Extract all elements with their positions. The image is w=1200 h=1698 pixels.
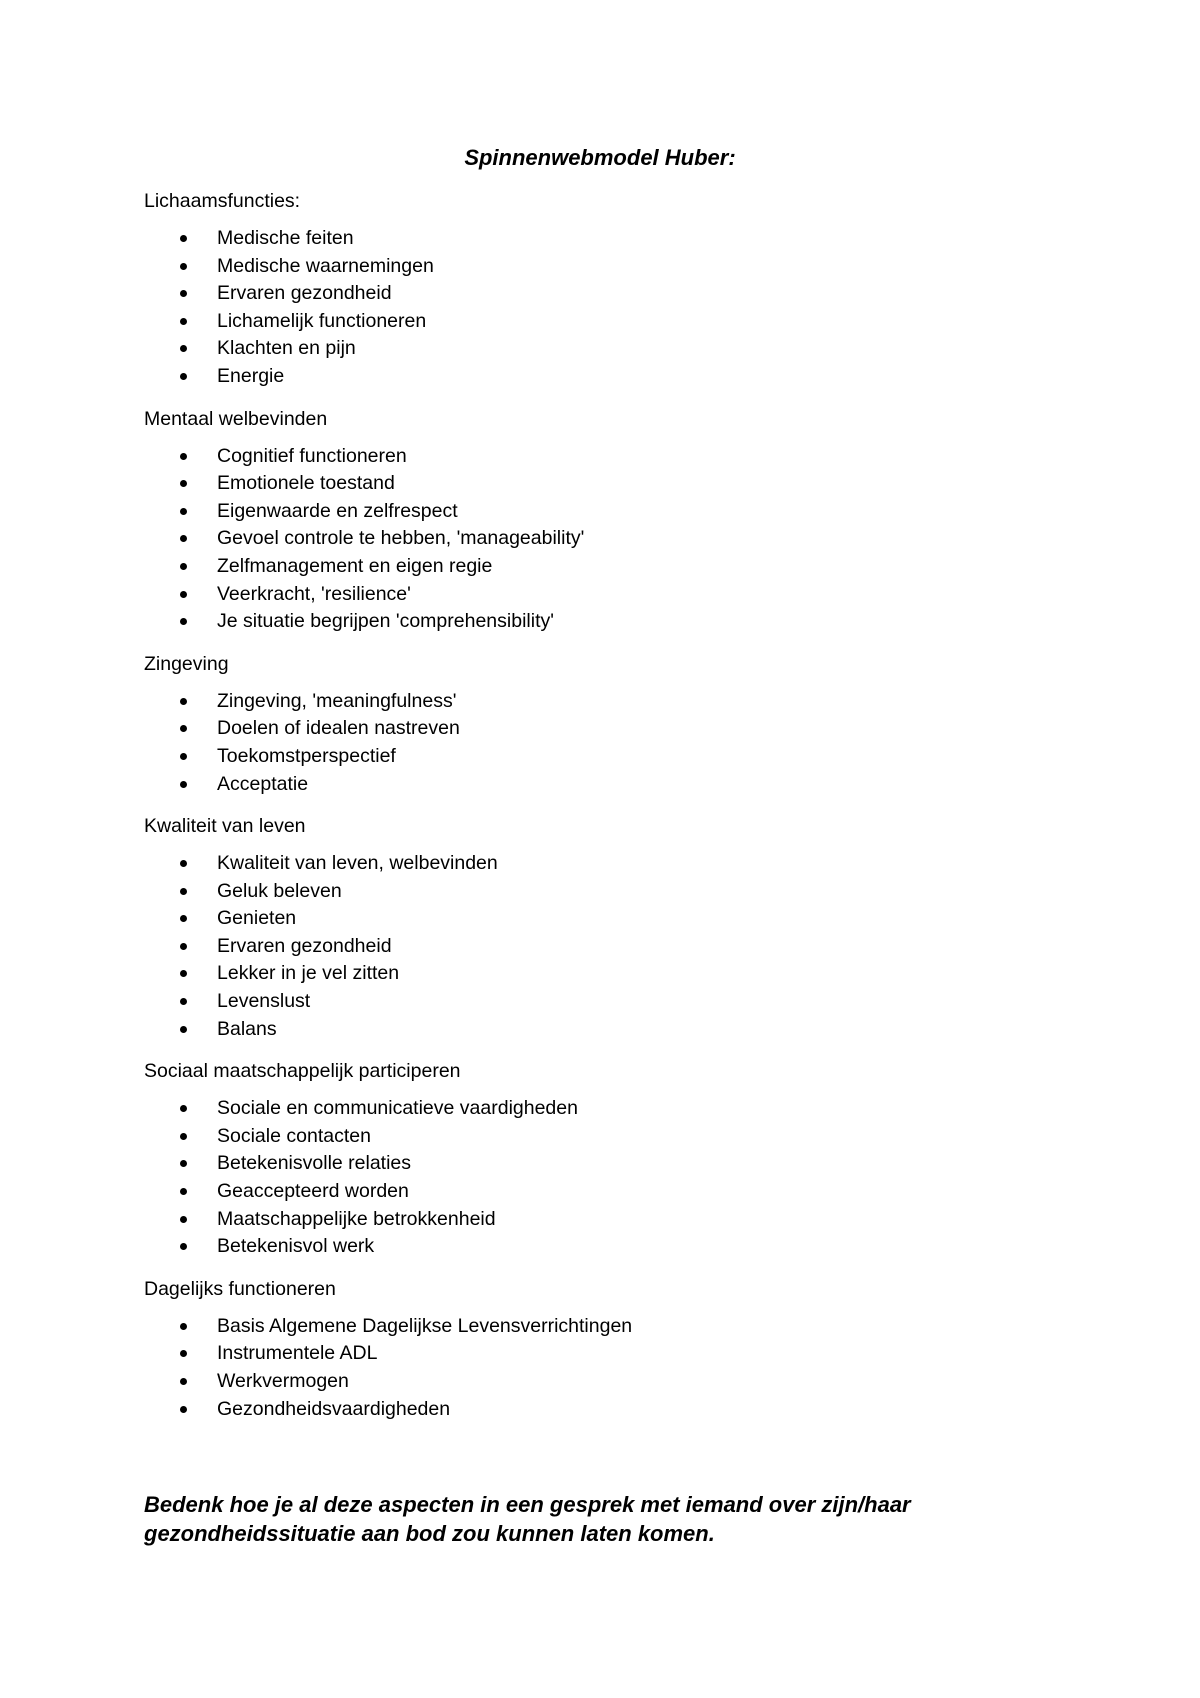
bullet-list xyxy=(144,225,1064,391)
bullet-icon xyxy=(180,1105,187,1112)
document-title: Spinnenwebmodel Huber: xyxy=(464,145,736,170)
bullet-icon xyxy=(180,860,187,867)
list-item xyxy=(144,850,1064,878)
list-item-text: Ervaren gezondheid xyxy=(217,934,392,957)
list-item-text: Ervaren gezondheid xyxy=(217,282,392,305)
bullet-icon xyxy=(180,943,187,950)
list-item-text: Medische feiten xyxy=(217,227,354,249)
list-item xyxy=(144,743,1064,771)
bullet-icon xyxy=(180,290,187,297)
section xyxy=(144,407,1064,636)
list-item-text: Klachten en pijn xyxy=(217,337,356,360)
bullet-icon xyxy=(180,1243,187,1250)
bullet-icon xyxy=(180,508,187,515)
section xyxy=(144,1059,1064,1261)
bullet-list xyxy=(144,443,1064,636)
list-item xyxy=(144,905,1064,933)
bullet-icon xyxy=(180,970,187,977)
bullet-icon xyxy=(180,318,187,325)
bullet-icon xyxy=(180,998,187,1005)
bullet-icon xyxy=(180,915,187,922)
bullet-list xyxy=(144,688,1064,798)
list-item xyxy=(144,335,1064,363)
bullet-list xyxy=(144,1313,1064,1423)
list-item xyxy=(144,470,1064,498)
bullet-icon xyxy=(180,618,187,625)
list-item xyxy=(144,363,1064,391)
list-item-text: Emotionele toestand xyxy=(217,472,395,495)
list-item xyxy=(144,960,1064,988)
list-item-text: Balans xyxy=(217,1017,277,1040)
bullet-icon xyxy=(180,753,187,760)
list-item-text: Gezondheidsvaardigheden xyxy=(217,1397,451,1420)
list-item-text: Geluk beleven xyxy=(217,879,342,902)
list-item xyxy=(144,608,1064,636)
list-item-text: Maatschappelijke betrokkenheid xyxy=(217,1207,496,1230)
list-item-text: Cognitief functioneren xyxy=(217,444,407,467)
list-item-text: Lichamelijk functioneren xyxy=(217,309,427,332)
bullet-icon xyxy=(180,373,187,380)
list-item-text: Zelfmanagement en eigen regie xyxy=(217,554,493,577)
list-item-text: Energie xyxy=(217,364,285,387)
list-item-text: Eigenwaarde en zelfrespect xyxy=(217,499,458,522)
bullet-icon xyxy=(180,1406,187,1413)
list-item-text: Werkvermogen xyxy=(217,1370,349,1392)
list-item xyxy=(144,225,1064,253)
section xyxy=(144,814,1064,1043)
bullet-icon xyxy=(180,1160,187,1167)
list-item-text: Geaccepteerd worden xyxy=(217,1180,409,1203)
list-item xyxy=(144,280,1064,308)
list-item xyxy=(144,1233,1064,1261)
list-item-text: Doelen of idealen nastreven xyxy=(217,717,460,740)
list-item-text: Sociale en communicatieve vaardigheden xyxy=(217,1097,578,1120)
list-item-text: Lekker in je vel zitten xyxy=(217,962,400,985)
list-item-text: Toekomstperspectief xyxy=(217,744,396,767)
bullet-icon xyxy=(180,591,187,598)
list-item-text: Veerkracht, 'resilience' xyxy=(217,582,411,605)
section xyxy=(144,1277,1064,1423)
bullet-icon xyxy=(180,1378,187,1385)
list-item xyxy=(144,581,1064,609)
section-heading: Lichaamsfuncties: xyxy=(144,190,301,212)
list-item xyxy=(144,308,1064,336)
bullet-icon xyxy=(180,453,187,460)
list-item-text: Acceptatie xyxy=(217,772,309,795)
list-item xyxy=(144,553,1064,581)
section-heading: Dagelijks functioneren xyxy=(144,1277,336,1300)
section-heading: Zingeving xyxy=(144,652,229,675)
bullet-icon xyxy=(180,888,187,895)
bullet-icon xyxy=(180,563,187,570)
bullet-icon xyxy=(180,263,187,270)
list-item xyxy=(144,771,1064,799)
bullet-icon xyxy=(180,781,187,788)
list-item xyxy=(144,1016,1064,1044)
bullet-icon xyxy=(180,1026,187,1033)
list-item xyxy=(144,525,1064,553)
list-item xyxy=(144,1313,1064,1341)
list-item xyxy=(144,498,1064,526)
bullet-icon xyxy=(180,1216,187,1223)
bullet-list xyxy=(144,850,1064,1043)
bullet-icon xyxy=(180,235,187,242)
section-heading: Mentaal welbevinden xyxy=(144,407,328,430)
list-item-text: Levenslust xyxy=(217,990,311,1013)
list-item-text: Basis Algemene Dagelijkse Levensverrichtingen xyxy=(217,1314,633,1337)
list-item xyxy=(144,1396,1064,1424)
bullet-icon xyxy=(180,1133,187,1140)
list-item xyxy=(144,715,1064,743)
list-item xyxy=(144,688,1064,716)
list-item xyxy=(144,1368,1064,1396)
list-item-text: Je situatie begrijpen 'comprehensibility' xyxy=(217,610,554,633)
list-item-text: Kwaliteit van leven, welbevinden xyxy=(217,852,498,875)
bullet-icon xyxy=(180,535,187,542)
bullet-icon xyxy=(180,698,187,705)
bullet-list xyxy=(144,1095,1064,1261)
section-heading: Kwaliteit van leven xyxy=(144,815,306,838)
list-item-text: Genieten xyxy=(217,907,297,930)
list-item-text: Sociale contacten xyxy=(217,1124,371,1147)
list-item xyxy=(144,1178,1064,1206)
list-item xyxy=(144,1150,1064,1178)
sections-container xyxy=(144,189,1064,1439)
section-heading: Sociaal maatschappelijk participeren xyxy=(144,1060,461,1083)
list-item-text: Betekenisvol werk xyxy=(217,1235,375,1258)
bullet-icon xyxy=(180,480,187,487)
list-item xyxy=(144,933,1064,961)
list-item xyxy=(144,1340,1064,1368)
closing-statement: Bedenk hoe je al deze aspecten in een gesprek met iemand over zijn/haar gezondheidssituatie aan bod zou kunnen laten komen. xyxy=(144,1492,911,1546)
list-item-text: Medische waarnemingen xyxy=(217,254,434,277)
section xyxy=(144,652,1064,798)
list-item xyxy=(144,1206,1064,1234)
list-item xyxy=(144,878,1064,906)
list-item xyxy=(144,988,1064,1016)
section xyxy=(144,189,1064,391)
list-item-text: Betekenisvolle relaties xyxy=(217,1152,412,1175)
list-item-text: Instrumentele ADL xyxy=(217,1342,378,1365)
bullet-icon xyxy=(180,345,187,352)
bullet-icon xyxy=(180,1188,187,1195)
bullet-icon xyxy=(180,725,187,732)
list-item xyxy=(144,443,1064,471)
list-item xyxy=(144,1123,1064,1151)
list-item xyxy=(144,253,1064,281)
bullet-icon xyxy=(180,1323,187,1330)
bullet-icon xyxy=(180,1350,187,1357)
list-item xyxy=(144,1095,1064,1123)
list-item-text: Zingeving, 'meaningfulness' xyxy=(217,689,457,712)
list-item-text: Gevoel controle te hebben, 'manageability' xyxy=(217,527,585,550)
